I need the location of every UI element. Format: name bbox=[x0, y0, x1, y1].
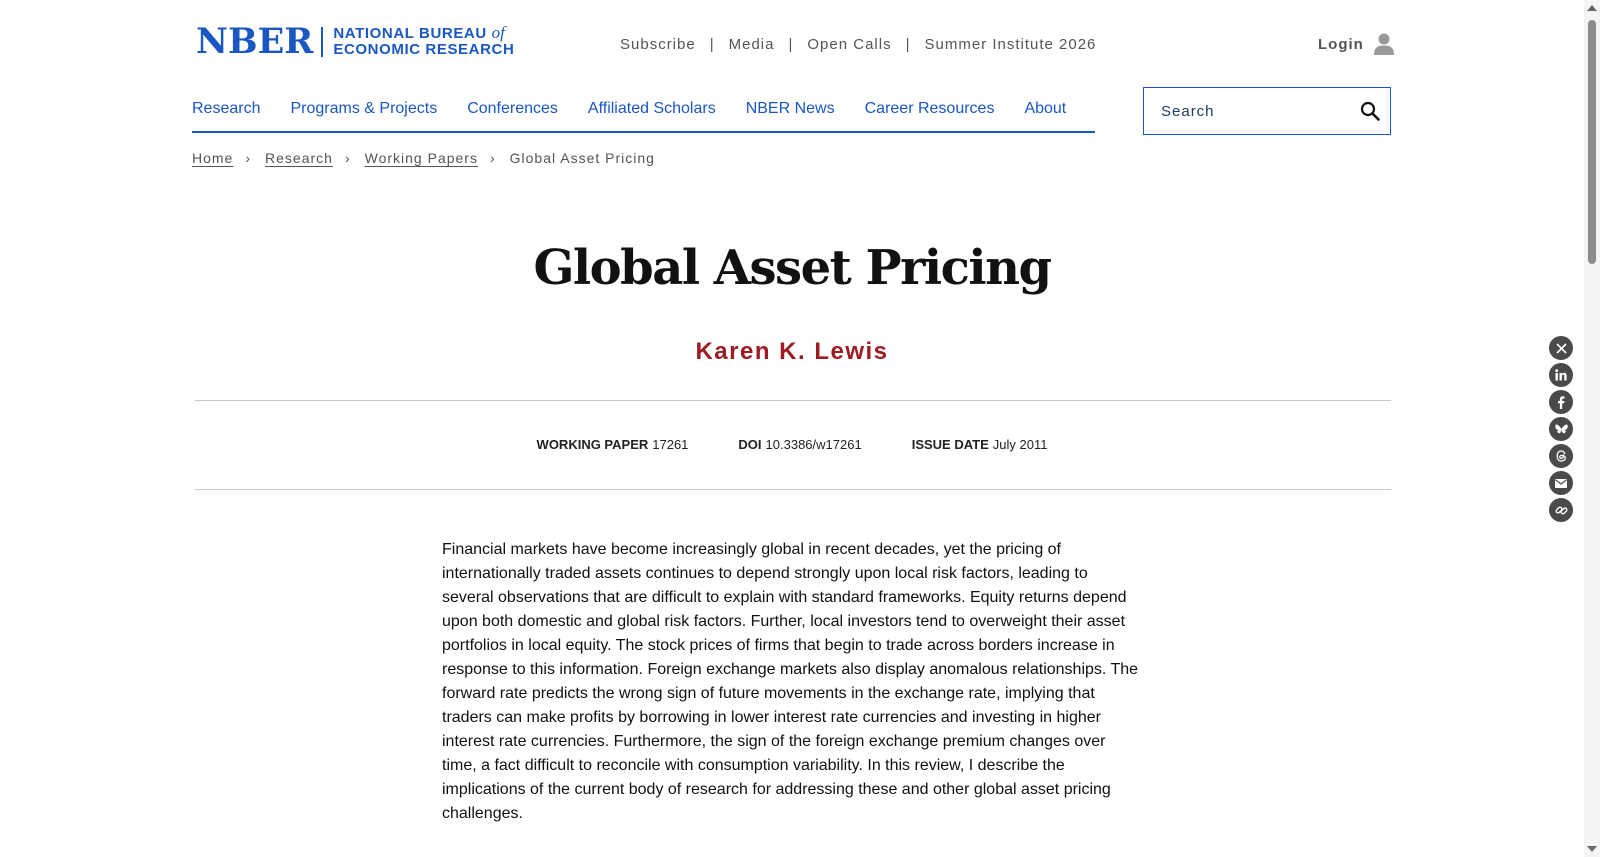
email-icon bbox=[1555, 479, 1567, 488]
divider-bottom bbox=[195, 489, 1391, 490]
breadcrumb bbox=[192, 150, 655, 166]
scrollbar-thumb[interactable] bbox=[1588, 20, 1596, 264]
breadcrumb-home[interactable]: Home bbox=[192, 150, 234, 166]
meta-key: ISSUE DATE bbox=[911, 437, 989, 452]
logo-line-1: NATIONAL BUREAU bbox=[333, 25, 487, 42]
scroll-down-arrow-icon[interactable] bbox=[1587, 846, 1597, 852]
copy-link-icon bbox=[1555, 504, 1568, 517]
nav-item-about[interactable]: About bbox=[1024, 100, 1067, 117]
meta-issue-date bbox=[912, 437, 1048, 452]
meta-value: 17261 bbox=[652, 437, 689, 452]
share-facebook-button[interactable] bbox=[1549, 390, 1573, 414]
user-icon bbox=[1374, 33, 1394, 55]
chevron-right-icon: › bbox=[489, 150, 496, 166]
author-link[interactable]: Karen K. Lewis bbox=[695, 338, 889, 365]
share-rail bbox=[1549, 336, 1573, 525]
util-separator: | bbox=[788, 36, 794, 53]
util-link-media[interactable]: Media bbox=[728, 36, 775, 53]
util-separator: | bbox=[905, 36, 911, 53]
linkedin-icon bbox=[1555, 369, 1567, 381]
logo-divider bbox=[321, 27, 323, 57]
nav-item-conferences[interactable]: Conferences bbox=[467, 100, 558, 117]
search-button[interactable] bbox=[1360, 101, 1380, 126]
login-label: Login bbox=[1318, 35, 1364, 53]
breadcrumb-research[interactable]: Research bbox=[265, 150, 333, 166]
page-scrollbar[interactable] bbox=[1584, 0, 1600, 857]
share-linkedin-button[interactable] bbox=[1549, 363, 1573, 387]
chevron-right-icon: › bbox=[344, 150, 351, 166]
main-nav bbox=[192, 100, 1095, 133]
divider-top bbox=[195, 400, 1391, 401]
paper-meta bbox=[0, 437, 1584, 452]
meta-key: DOI bbox=[738, 437, 762, 452]
nav-item-research[interactable]: Research bbox=[192, 100, 261, 117]
login-link[interactable] bbox=[1318, 33, 1394, 55]
threads-icon bbox=[1556, 450, 1567, 462]
search-box bbox=[1143, 87, 1391, 135]
logo-mark: NBER bbox=[196, 21, 314, 62]
nav-item-nber-news[interactable]: NBER News bbox=[745, 100, 835, 117]
utility-nav bbox=[620, 36, 1096, 53]
logo-line-2: ECONOMIC RESEARCH bbox=[333, 41, 515, 58]
meta-doi bbox=[738, 437, 861, 452]
logo-wordmark bbox=[333, 25, 514, 58]
util-link-open-calls[interactable]: Open Calls bbox=[807, 36, 892, 53]
facebook-icon bbox=[1557, 396, 1565, 409]
util-link-summer-institute[interactable]: Summer Institute 2026 bbox=[924, 36, 1097, 53]
share-email-button[interactable] bbox=[1549, 471, 1573, 495]
share-copy-link-button[interactable] bbox=[1549, 498, 1573, 522]
scroll-up-arrow-icon[interactable] bbox=[1587, 5, 1597, 11]
bluesky-icon bbox=[1555, 424, 1568, 435]
x-icon bbox=[1556, 343, 1567, 354]
util-separator: | bbox=[709, 36, 715, 53]
meta-value: 10.3386/w17261 bbox=[765, 437, 862, 452]
nav-item-programs-projects[interactable]: Programs & Projects bbox=[290, 100, 438, 117]
meta-value: July 2011 bbox=[992, 437, 1048, 452]
share-x-button[interactable] bbox=[1549, 336, 1573, 360]
nber-logo[interactable] bbox=[196, 21, 515, 62]
nav-item-affiliated-scholars[interactable]: Affiliated Scholars bbox=[587, 100, 716, 117]
page-title: Global Asset Pricing bbox=[533, 240, 1051, 296]
share-threads-button[interactable] bbox=[1549, 444, 1573, 468]
breadcrumb-current: Global Asset Pricing bbox=[509, 150, 655, 166]
breadcrumb-working-papers[interactable]: Working Papers bbox=[364, 150, 478, 166]
search-input[interactable] bbox=[1159, 88, 1353, 134]
nav-item-career-resources[interactable]: Career Resources bbox=[864, 100, 995, 117]
chevron-right-icon: › bbox=[245, 150, 252, 166]
logo-of: of bbox=[491, 23, 505, 42]
util-link-subscribe[interactable]: Subscribe bbox=[620, 36, 696, 53]
abstract-text: Financial markets have become increasingly global in recent decades, yet the pricing of internationally traded assets continues to depend strongly upon local risk factors, leading to several observations that are difficult to explain with standard frameworks. Equity returns depend upon both domestic and global risk factors. Further, local investors tend to overweight their asset portfolios in local equity. The stock prices of firms that begin to trade across borders increase in response to this information. Foreign exchange markets also display anomalous relationships. The forward rate predicts the wrong sign of future movements in the exchange rate, implying that traders can make profits by borrowing in lower interest rate currencies and investing in higher interest rate currencies. Furthermore, the sign of the foreign exchange premium changes over time, a fact difficult to reconcile with consumption variability. In this review, I describe the implications of the current body of research for addressing these and other global asset pricing challenges. bbox=[442, 541, 1139, 822]
share-bluesky-button[interactable] bbox=[1549, 417, 1573, 441]
meta-key: WORKING PAPER bbox=[536, 437, 649, 452]
meta-working-paper bbox=[537, 437, 689, 452]
search-icon bbox=[1360, 101, 1380, 121]
